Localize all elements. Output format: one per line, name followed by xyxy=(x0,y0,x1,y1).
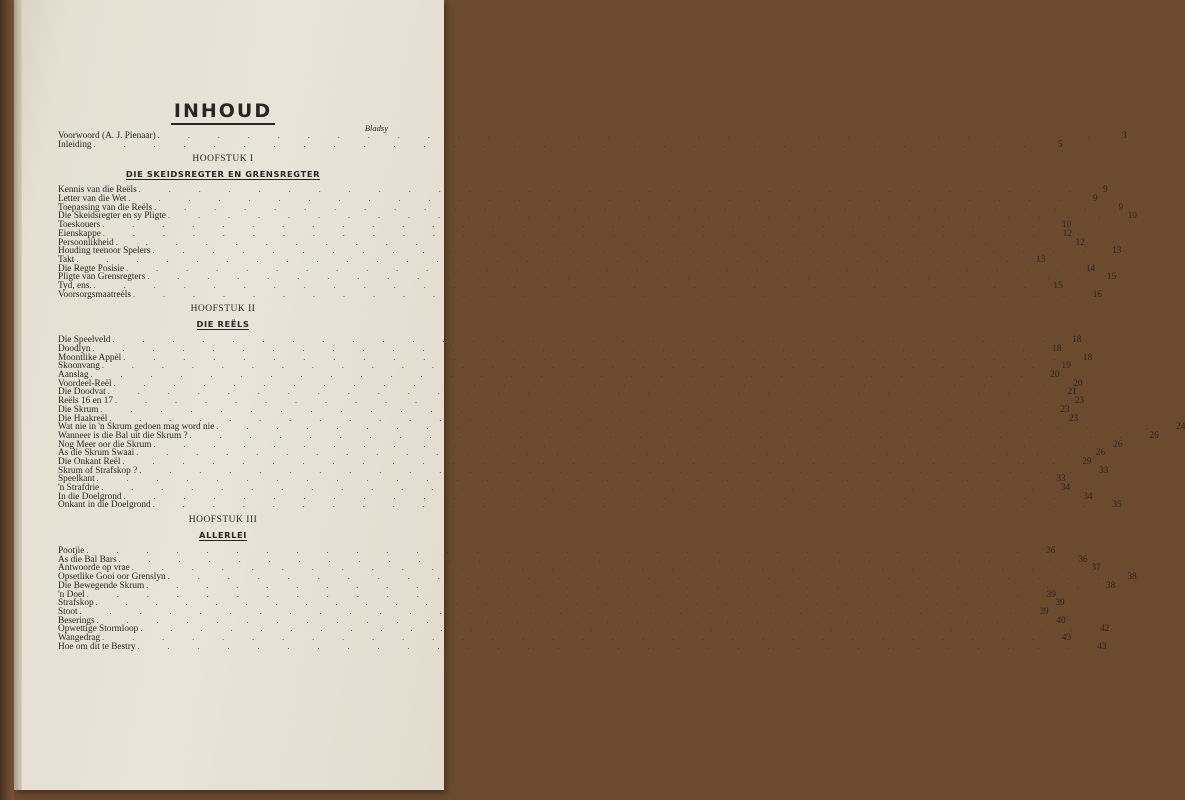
toc-entry-label: Aanslag xyxy=(58,370,89,381)
leader-dots: . . . . . . . . . . . . . . . . . . . . . . . . . . . . . . . . xyxy=(102,632,1048,642)
toc-entry-page: 12 xyxy=(1075,237,1085,248)
toc-entry-page: 26 xyxy=(1113,439,1123,450)
toc-entry-label: Die Regte Posisie xyxy=(58,263,125,274)
toc-entry-label: Kennis van die Reëls xyxy=(58,185,137,196)
leader-dots: . . . . . . . . . . . . . . . . . . . . . . . . . . . . . . . . xyxy=(92,344,1038,353)
leader-dots: . . . . . . . . . . . . . . . . . . . . . . . . . . . . . . . . xyxy=(79,606,1025,616)
toc-entry-label: Voordeel-Reël xyxy=(58,378,112,389)
toc-entry-label: Die Skeidsregter en sy Pligte xyxy=(58,211,166,222)
toc-entry-page: 26 xyxy=(1095,448,1106,459)
toc-entry-page: 36 xyxy=(1078,554,1088,565)
toc-entry-page: 9 xyxy=(1103,185,1108,196)
leader-dots: . . . . . . . . . . . . . . . . . . . . . . . . . . . . . . . . xyxy=(123,352,1069,362)
chapter-heading: HOOFSTUK I xyxy=(192,154,254,165)
toc-entry-page: 18 xyxy=(1052,344,1062,354)
toc-entry xyxy=(58,289,1102,300)
toc-entry-label: Tyd, ens. xyxy=(58,280,92,291)
toc-entry-label: In die Doelgrond xyxy=(58,491,122,502)
front-matter-list xyxy=(58,131,1127,150)
leader-dots: . . . . . . . . . . . . . . . . . . . . . . . . . . . . . . . . xyxy=(189,430,1135,440)
toc-entry-page: 34 xyxy=(1060,483,1071,493)
toc-entry-page: 40 xyxy=(1056,615,1066,626)
toc-entry-label: Nog Meer oor die Skrum xyxy=(58,439,152,450)
leader-dots: . . . . . . . . . . . . . . . . . . . . . . . . . . . . . . . . xyxy=(153,439,1099,449)
leader-dots: . . . . . . . . . . . . . . . . . . . . . . . . . . . . . . . . xyxy=(101,483,1047,492)
toc-entry-label: As die Skrum Swaai xyxy=(58,448,135,459)
leader-dots: . . . . . . . . . . . . . . . . . . . . . . . . . . . . . . . . xyxy=(86,546,1032,556)
toc-entry-page: 21 xyxy=(1067,387,1077,398)
toc-entry xyxy=(58,641,1107,652)
toc-entry-page: 33 xyxy=(1056,474,1066,485)
toc-entry-label: Die Speelveld xyxy=(58,335,111,346)
section-heading xyxy=(58,320,388,330)
leader-dots: . . . . . . . . . . . . . . . . . . . . . . . . . . . . . . . . xyxy=(76,254,1022,264)
toc-entry-label: Hoe om dit te Bestry xyxy=(58,641,136,652)
leader-dots: . . . . . . . . . . . . . . . . . . . . . . . . . . . . . . . . xyxy=(122,456,1068,466)
page-title: INHOUD xyxy=(171,100,275,125)
section-heading xyxy=(58,531,388,541)
toc-entry-page: 15 xyxy=(1106,272,1117,283)
toc-entry-label: Opwettige Stormloop xyxy=(58,624,139,635)
leader-dots: . . . . . . . . . . . . . . . . . . . . . . . . . . . . . . . . xyxy=(157,131,1103,140)
toc-entry-label: 'n Doel xyxy=(58,589,85,600)
leader-dots: . . . . . . . . . . . . . . . . . . . . . . . . . . . . . . . . xyxy=(102,220,1048,230)
toc-entry-label: Wangedrag xyxy=(58,632,101,643)
leader-dots: . . . . . . . . . . . . . . . . . . . . . . . . . . . . . . . . xyxy=(152,500,1098,510)
leader-dots: . . . . . . . . . . . . . . . . . . . . . . . . . . . . . . . . xyxy=(123,491,1069,501)
toc-entry-label: Houding teenoor Spelers xyxy=(58,246,151,257)
section-heading-text: ALLERLEI xyxy=(199,530,247,541)
toc-entry-label: Die Doodvat xyxy=(58,387,106,398)
toc-entry-page: 35 xyxy=(1112,500,1122,511)
toc-entry-page: 19 xyxy=(1061,361,1071,372)
toc-entry-label: Beserings xyxy=(58,615,95,626)
leader-dots: . . . . . . . . . . . . . . . . . . . . . . . . . . . . . . . . xyxy=(138,185,1084,195)
toc-entry-page: 23 xyxy=(1069,413,1079,424)
toc-entry-label: Takt xyxy=(58,254,75,265)
leader-dots: . . . . . . . . . . . . . . . . . . . . . . . . . . . . . . . . xyxy=(126,263,1072,273)
leader-dots: . . . . . . . . . . . . . . . . . . . . . . . . . . . . . . . . xyxy=(109,413,1055,423)
leader-dots: . . . . . . . . . . . . . . . . . . . . . . . . . . . . . . . . xyxy=(167,211,1113,221)
toc-entry-label: Letter van die Wet xyxy=(58,194,127,205)
toc-entry-page: 15 xyxy=(1053,280,1063,291)
toc-entry-label: Skrum of Strafskop ? xyxy=(58,465,138,476)
toc-entry-page: 23 xyxy=(1060,404,1070,415)
leader-dots: . . . . . . . . . . . . . . . . . . . . . . . . . . . . . . . . xyxy=(147,272,1093,282)
leader-dots: . . . . . . . . . . . . . . . . . . . . . . . . . . . . . . . . xyxy=(136,448,1082,458)
toc-entry-label: Strafskop xyxy=(58,598,94,609)
toc-entry-label: Wanneer is die Bal uit die Skrum ? xyxy=(58,430,188,441)
toc-entry-page: 24 xyxy=(1176,422,1185,433)
leader-dots: . . . . . . . . . . . . . . . . . . . . . . . . . . . . . . . . xyxy=(146,580,1092,590)
toc-entry-page: 43 xyxy=(1061,632,1072,643)
leader-dots: . . . . . . . . . . . . . . . . . . . . . . . . . . . . . . . . xyxy=(118,554,1064,564)
toc-entry-page: 20 xyxy=(1050,370,1060,381)
toc-entry-label: Skoonvang xyxy=(58,361,100,372)
toc-entry-page: 38 xyxy=(1127,572,1137,583)
toc-entry-page: 12 xyxy=(1062,228,1072,239)
toc-entry-page: 37 xyxy=(1091,563,1101,574)
leader-dots: . . . . . . . . . . . . . . . . . . . . . . . . . . . . . . . . xyxy=(139,465,1085,475)
toc-entry-label: Die Onkant Reël xyxy=(58,456,121,467)
toc-entry-label: Opsetlike Gooi oor Grenslyn xyxy=(58,572,166,583)
leader-dots: . . . . . . . . . . . . . . . . . . . . . . . . . . . . . . . . xyxy=(107,387,1053,397)
chapter-heading: HOOFSTUK II xyxy=(190,304,256,315)
toc-entry-page: 18 xyxy=(1082,352,1093,363)
leader-dots: . . . . . . . . . . . . . . . . . . . . . . . . . . . . . . . . xyxy=(115,237,1061,247)
toc-entry-label: Die Bewegende Skrum xyxy=(58,580,145,591)
page-gutter xyxy=(14,0,22,790)
chapters-list xyxy=(58,154,1185,652)
leader-dots: . . . . . . . . . . . . . . . . . . . . . . . . . . . . . . . . xyxy=(90,370,1036,380)
toc-entry-page: 20 xyxy=(1073,378,1083,389)
toc-entry-page: 38 xyxy=(1105,580,1116,591)
toc-entry-page: 10 xyxy=(1127,211,1137,222)
toc-entry-label: Stoot xyxy=(58,606,78,617)
toc-entry-page: 9 xyxy=(1092,194,1098,205)
toc-entry-page: 39 xyxy=(1055,598,1065,609)
toc-entry-page: 42 xyxy=(1100,624,1110,635)
leader-dots: . . . . . . . . . . . . . . . . . . . . . . . . . . . . . . . . xyxy=(113,378,1059,388)
page-column-header: Bladsy xyxy=(364,123,388,133)
toc-entry-page: 33 xyxy=(1098,465,1109,476)
toc-entry-label: Reëls 16 en 17 xyxy=(58,396,113,407)
toc-entry-label: Inleiding xyxy=(58,139,92,150)
leader-dots: . . . . . . . . . . . . . . . . . . . . . . . . . . . . . . . . xyxy=(140,624,1086,634)
leader-dots: . . . . . . . . . . . . . . . . . . . . . . . . . . . . . . . . xyxy=(216,422,1162,432)
toc-entry-label: Antwoorde op vrae xyxy=(58,563,130,574)
toc-entry-page: 18 xyxy=(1072,335,1082,346)
leader-dots: . . . . . . . . . . . . . . . . . . . . . . . . . . . . . . . . xyxy=(115,396,1060,406)
table-of-contents xyxy=(58,100,1185,652)
toc-entry-label: Speelkant xyxy=(58,474,95,485)
section-heading xyxy=(58,170,388,180)
toc-entry-label: Onkant in die Doelgrond xyxy=(58,500,151,511)
toc-entry-label: Doodlyn xyxy=(58,344,91,354)
toc-entry-page: 43 xyxy=(1097,641,1107,652)
toc-entry-page: 23 xyxy=(1074,396,1084,407)
leader-dots: . . . . . . . . . . . . . . . . . . . . . . . . . . . . . . . . xyxy=(96,474,1042,484)
toc-entry-label: Voorwoord (A. J. Pienaar) xyxy=(58,131,156,141)
toc-entry xyxy=(58,500,1122,511)
leader-dots: . . . . . . . . . . . . . . . . . . . . . . . . . . . . . . . . xyxy=(101,361,1047,371)
toc-entry-label: Persoonlikheid xyxy=(58,237,114,248)
chapter-heading: HOOFSTUK III xyxy=(188,515,258,526)
leader-dots: . . . . . . . . . . . . . . . . . . . . . . . . . . . . . . . . xyxy=(152,246,1098,256)
leader-dots: . . . . . . . . . . . . . . . . . . . . . . . . . . . . . . . . xyxy=(167,572,1113,582)
leader-dots: . . . . . . . . . . . . . . . . . . . . . . . . . . . . . . . . xyxy=(96,615,1042,625)
toc-entry-page: 13 xyxy=(1036,254,1046,265)
leader-dots: . . . . . . . . . . . . . . . . . . . . . . . . . . . . . . . . xyxy=(95,598,1041,608)
toc-entry xyxy=(58,139,1063,150)
toc-entry-page: 3 xyxy=(1122,131,1127,141)
toc-entry-page: 39 xyxy=(1039,606,1049,617)
toc-entry-label: Die Skrum xyxy=(58,404,99,415)
toc-entry-page: 5 xyxy=(1057,139,1063,150)
leader-dots: . . . . . . . . . . . . . . . . . . . . . . . . . . . . . . . . xyxy=(133,289,1078,299)
toc-entry-label: Toepassing van die Reëls xyxy=(58,202,153,213)
toc-entry-page: 13 xyxy=(1112,246,1122,257)
toc-entry-label: Wat nie in 'n Skrum gedoen mag word nie xyxy=(58,422,215,433)
section-heading-text: DIE SKEIDSREGTER EN GRENSREGTER xyxy=(125,169,321,180)
toc-entry-label: 'n Strafdrie xyxy=(58,483,100,493)
leader-dots: . . . . . . . . . . . . . . . . . . . . . . . . . . . . . . . . xyxy=(86,589,1032,599)
section-heading-text: DIE REËLS xyxy=(196,319,250,330)
leader-dots: . . . . . . . . . . . . . . . . . . . . . . . . . . . . . . . . xyxy=(137,641,1083,651)
leader-dots: . . . . . . . . . . . . . . . . . . . . . . . . . . . . . . . . xyxy=(154,202,1100,212)
toc-entry-label: Voorsorgsmaatreëls xyxy=(58,289,131,300)
leader-dots: . . . . . . . . . . . . . . . . . . . . . . . . . . . . . . . . xyxy=(93,139,1039,149)
toc-entry-label: Eienskappe xyxy=(58,228,101,239)
toc-entry-label: Toeskouers xyxy=(58,220,101,231)
toc-entry-page: 39 xyxy=(1046,589,1056,600)
toc-entry-page: 34 xyxy=(1083,491,1093,502)
leader-dots: . . . . . . . . . . . . . . . . . . . . . . . . . . . . . . . . xyxy=(112,335,1058,345)
toc-entry-page: 26 xyxy=(1149,430,1159,441)
toc-entry-label: Pootjie xyxy=(58,546,85,557)
toc-entry-page: 29 xyxy=(1082,456,1092,467)
toc-entry-page: 16 xyxy=(1092,289,1102,300)
toc-entry-label: Die Haakreël xyxy=(58,413,108,424)
leader-dots: . . . . . . . . . . . . . . . . . . . . . . . . . . . . . . . . xyxy=(100,404,1046,414)
leader-dots: . . . . . . . . . . . . . . . . . . . . . . . . . . . . . . . . xyxy=(93,280,1039,290)
toc-entry-page: 9 xyxy=(1118,202,1124,213)
title-block xyxy=(58,100,388,133)
toc-entry-label: As die Bal Bars xyxy=(58,554,117,565)
leader-dots: . . . . . . . . . . . . . . . . . . . . . . . . . . . . . . . . xyxy=(131,563,1077,573)
toc-entry-label: Moontlike Appèl xyxy=(58,352,122,363)
leader-dots: . . . . . . . . . . . . . . . . . . . . . . . . . . . . . . . . xyxy=(102,228,1048,238)
toc-entry-page: 10 xyxy=(1061,220,1072,231)
toc-entry-label: Pligte van Grensregters xyxy=(58,272,146,283)
toc-entry-page: 36 xyxy=(1046,546,1056,557)
table-background xyxy=(0,0,14,800)
toc-entry-page: 14 xyxy=(1085,263,1096,274)
leader-dots: . . . . . . . . . . . . . . . . . . . . . . . . . . . . . . . . xyxy=(128,194,1074,204)
